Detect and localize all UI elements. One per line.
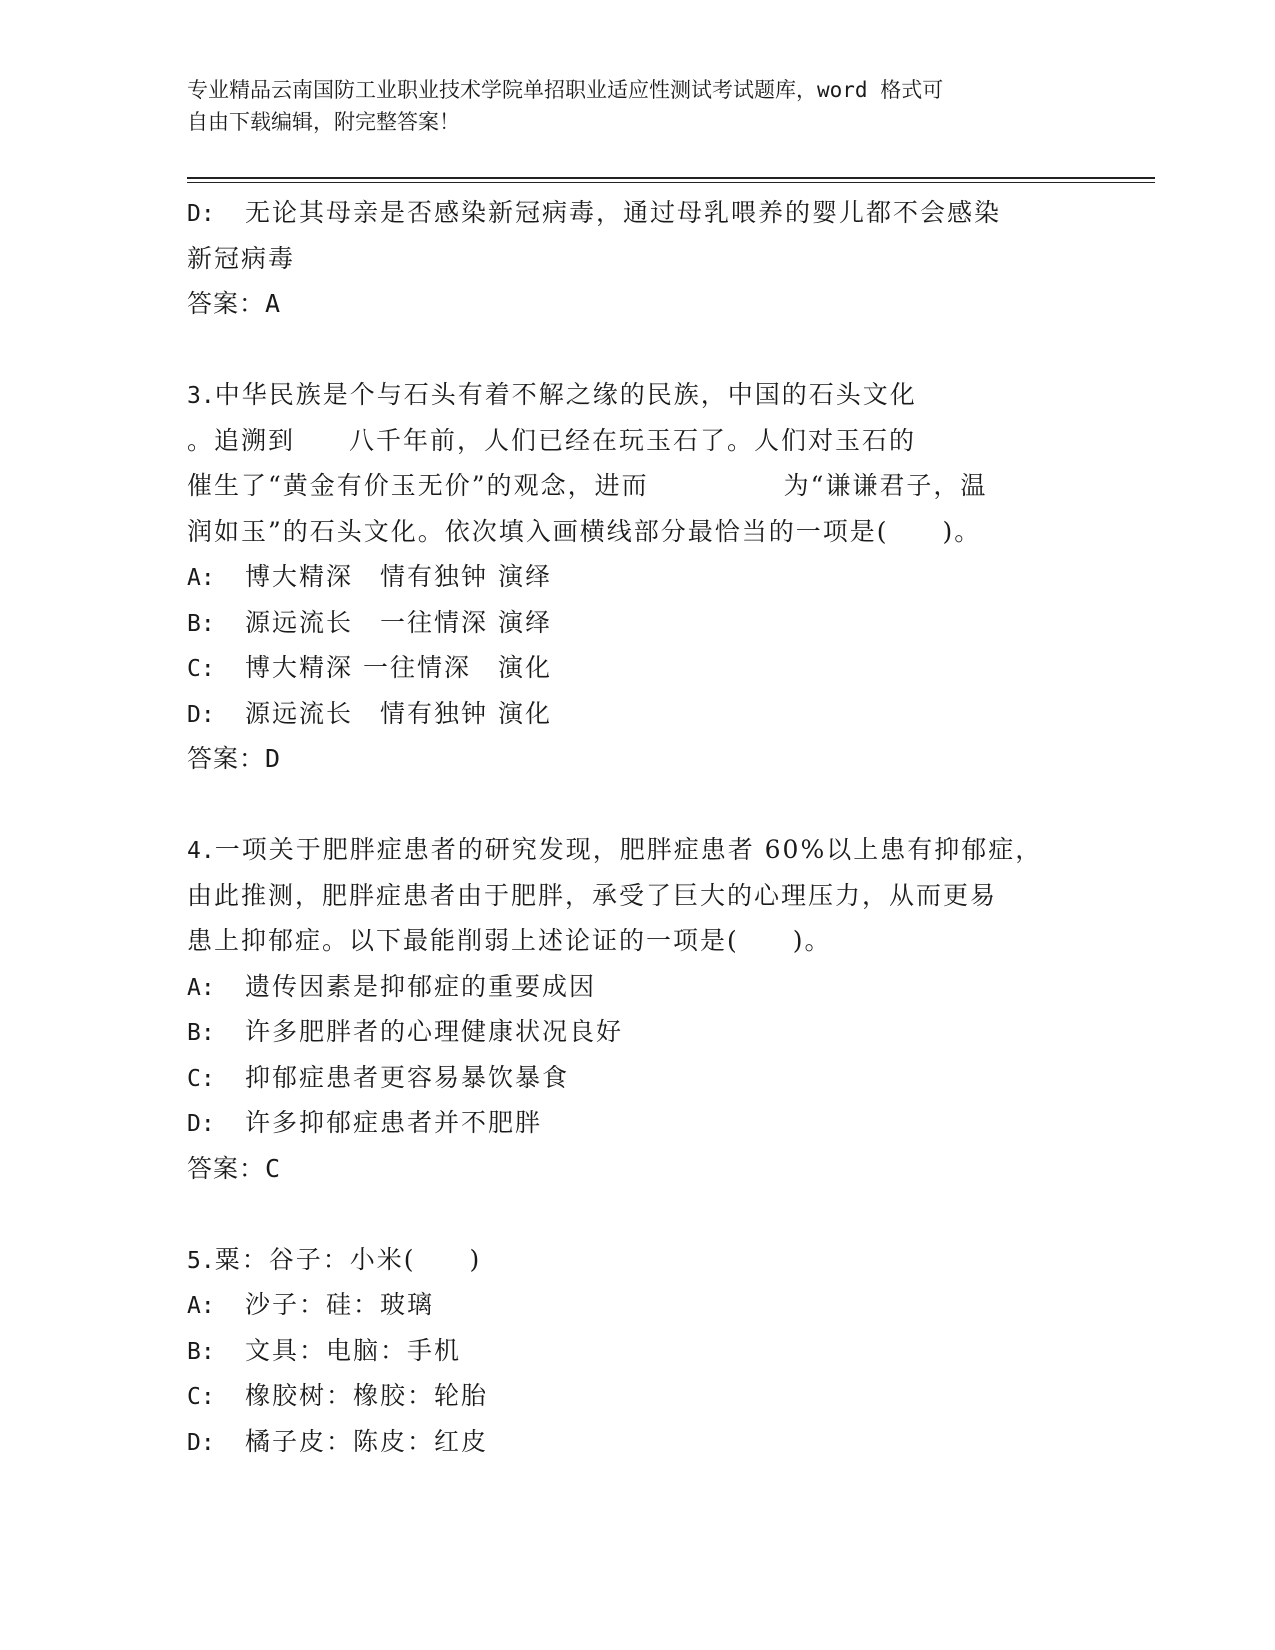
page-header <box>187 74 1067 138</box>
option-b <box>187 1328 1087 1374</box>
option-text: 遗传因素是抑郁症的重要成因 <box>245 971 597 1001</box>
spacer <box>187 1191 1087 1237</box>
option-text: 许多抑郁症患者并不肥胖 <box>245 1108 543 1137</box>
option-a <box>187 554 1087 600</box>
option-a <box>187 964 1087 1010</box>
question-text: 中华民族是个与石头有着不解之缘的民族，中国的石头文化 <box>214 380 917 409</box>
option-letter: C: <box>187 656 215 682</box>
prev-question <box>187 190 1087 327</box>
option-text: 沙子：硅：玻璃 <box>245 1290 435 1319</box>
question-stem-line: 催生了“黄金有价玉无价”的观念，进而 为“谦谦君子，温 <box>187 471 988 500</box>
option-b <box>187 600 1087 646</box>
header-line-2: 自由下载编辑，附完整答案！ <box>187 110 460 134</box>
option-letter: D: <box>187 1429 215 1456</box>
question-3 <box>187 372 1087 782</box>
option-text: 许多肥胖者的心理健康状况良好 <box>245 1017 624 1046</box>
answer-value: A <box>265 289 282 318</box>
question-content <box>187 190 1087 1464</box>
header-line-1: 专业精品云南国防工业职业技术学院单招职业适应性测试考试题库，word 格式可 <box>187 78 944 102</box>
answer-value: C <box>265 1153 282 1183</box>
option-letter: B: <box>187 1020 215 1046</box>
answer-value: D <box>265 744 282 773</box>
answer-line <box>187 736 1087 782</box>
question-stem-line: 润如玉”的石头文化。依次填入画横线部分最恰当的一项是( )。 <box>187 516 982 546</box>
option-text: 博大精深 一往情深 演化 <box>245 653 552 682</box>
option-text: 抑郁症患者更容易暴饮暴食 <box>245 1062 570 1092</box>
option-b <box>187 1009 1087 1055</box>
option-text: 橘子皮：陈皮：红皮 <box>245 1426 489 1456</box>
question-number: 3. <box>187 383 215 409</box>
option-letter: D: <box>187 701 215 728</box>
question-number: 4. <box>187 838 215 864</box>
answer-line <box>187 1146 1087 1192</box>
answer-label: 答案： <box>187 1153 266 1183</box>
question-4 <box>187 827 1087 1191</box>
option-letter: A: <box>187 974 215 1001</box>
option-c <box>187 645 1087 691</box>
option-text-continued: 新冠病毒 <box>187 243 296 273</box>
spacer <box>187 327 1087 373</box>
question-stem-line: 。追溯到 八千年前，人们已经在玩玉石了。人们对玉石的 <box>187 425 917 455</box>
option-letter: C: <box>187 1065 215 1092</box>
question-stem-line <box>187 372 1087 418</box>
option-d <box>187 190 1087 236</box>
option-letter: D: <box>187 1111 215 1137</box>
option-text: 文具：电脑：手机 <box>245 1335 462 1365</box>
option-letter: A: <box>187 565 215 591</box>
question-text: 粟：谷子：小米( ) <box>214 1244 482 1274</box>
answer-label: 答案： <box>187 744 266 773</box>
option-letter: D: <box>187 201 215 227</box>
header-divider-thin <box>187 182 1155 183</box>
option-text: 无论其母亲是否感染新冠病毒，通过母乳喂养的婴儿都不会感染 <box>245 198 1002 227</box>
question-text: 一项关于肥胖症患者的研究发现，肥胖症患者 60%以上患有抑郁症， <box>214 835 1043 864</box>
option-text: 博大精深 情有独钟 演绎 <box>245 562 552 591</box>
option-text: 源远流长 情有独钟 演化 <box>245 698 552 728</box>
option-letter: C: <box>187 1384 215 1410</box>
answer-label: 答案： <box>187 289 266 318</box>
option-text: 源远流长 一往情深 演绎 <box>245 607 552 637</box>
question-stem-line: 由此推测，肥胖症患者由于肥胖，承受了巨大的心理压力，从而更易 <box>187 880 998 910</box>
option-letter: B: <box>187 610 215 637</box>
option-letter: B: <box>187 1338 215 1365</box>
option-a <box>187 1282 1087 1328</box>
spacer <box>187 782 1087 828</box>
question-stem-line <box>187 1237 1087 1283</box>
option-c <box>187 1373 1087 1419</box>
option-d <box>187 1100 1087 1146</box>
question-stem-line: 患上抑郁症。以下最能削弱上述论证的一项是( )。 <box>187 926 832 955</box>
option-d <box>187 1419 1087 1465</box>
option-c <box>187 1055 1087 1101</box>
header-divider-thick <box>187 177 1155 179</box>
option-d <box>187 691 1087 737</box>
question-stem-line <box>187 827 1087 873</box>
option-text: 橡胶树：橡胶：轮胎 <box>245 1381 489 1410</box>
answer-line <box>187 281 1087 327</box>
question-5 <box>187 1237 1087 1465</box>
option-letter: A: <box>187 1293 215 1319</box>
question-number: 5. <box>187 1247 215 1274</box>
